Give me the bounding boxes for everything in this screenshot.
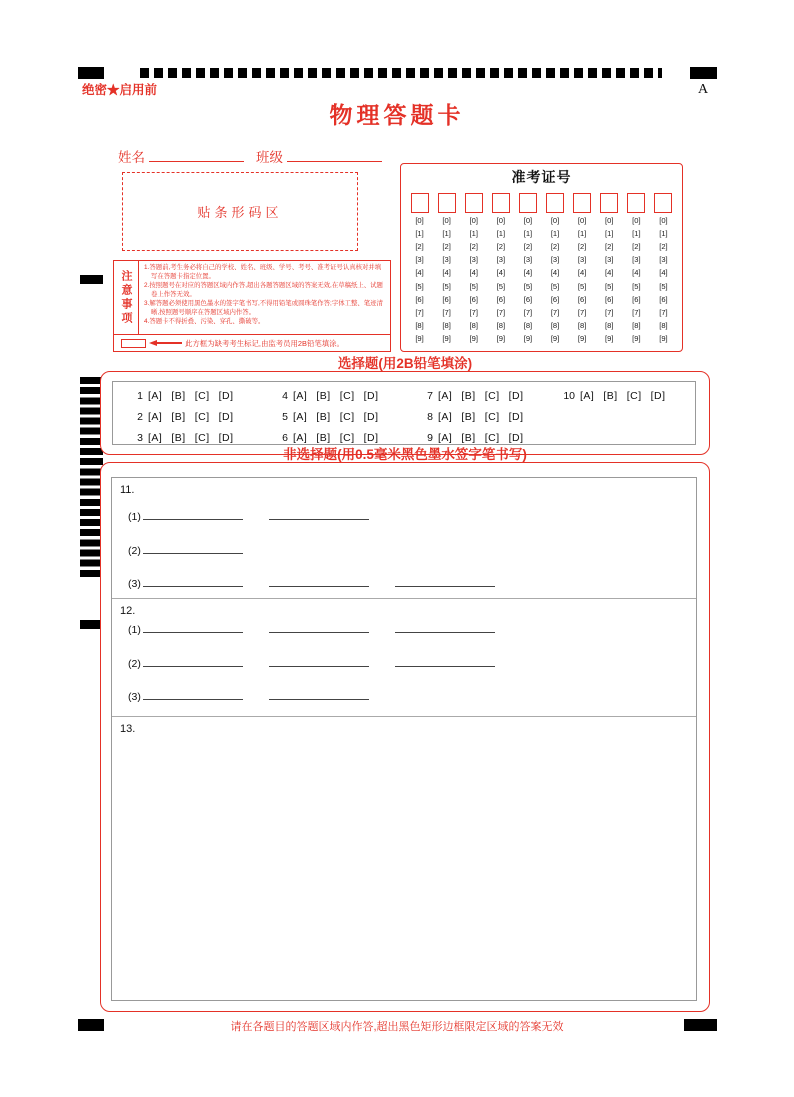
option-bubble: [B] (461, 389, 476, 402)
notice-items (139, 261, 390, 334)
exam-digit-cell: [5] (469, 281, 478, 291)
notice-item: 4.答题卡不得折叠、污染、穿孔、撕破等。 (144, 317, 265, 325)
option-bubble: [A] (148, 410, 163, 423)
exam-digit-cell: [0] (577, 216, 587, 226)
option-bubble: [D] (363, 431, 379, 444)
exam-digit-cell: [5] (659, 281, 668, 291)
choice-question-row (130, 385, 243, 406)
exam-digit-cell: [9] (605, 333, 614, 343)
exam-digit-fill-box (546, 193, 564, 213)
answer-blank-line (143, 542, 243, 554)
class-blank-line (287, 151, 382, 162)
exam-digit-cell: [0] (442, 216, 451, 226)
exam-digit-cell: [3] (632, 255, 641, 265)
exam-digit-cell: [7] (632, 307, 641, 317)
exam-digit-cell: [8] (442, 320, 451, 330)
option-bubble: [A] (438, 431, 453, 444)
exam-digit-cell: [4] (550, 268, 560, 278)
option-bubble: [A] (293, 431, 308, 444)
notice-box (113, 260, 391, 352)
question-number: 4 (282, 389, 288, 402)
notice-heading: 注意事项 (114, 261, 139, 334)
exam-digit-cell: [7] (415, 307, 424, 317)
student-info-row (118, 146, 382, 166)
exam-digit-cell: [9] (415, 333, 424, 343)
option-bubble: [A] (580, 389, 595, 402)
option-bubble: [B] (316, 431, 331, 444)
exam-digit-cell: [5] (442, 281, 451, 291)
answer-blank-line (395, 575, 495, 587)
answer-blank-line (269, 575, 369, 587)
exam-digit-cell: [6] (496, 294, 506, 304)
notice-main (114, 261, 390, 334)
exam-digit-cell: [2] (632, 242, 641, 252)
option-bubble: [D] (508, 389, 524, 402)
exam-digit-cell: [1] (550, 229, 560, 239)
answer-blank-line (143, 655, 243, 667)
exam-digit-fill-box (438, 193, 456, 213)
choice-answer-area (112, 381, 696, 445)
option-bubble: [D] (218, 389, 234, 402)
answer-part-label: (1) (128, 511, 141, 523)
option-bubble: [A] (148, 389, 163, 402)
option-bubble: [D] (508, 410, 524, 423)
exam-digit-cell: [3] (659, 255, 668, 265)
exam-digit-cell: [1] (469, 229, 478, 239)
option-bubble: [B] (316, 410, 331, 423)
exam-digit-cell: [3] (605, 255, 614, 265)
exam-digit-fill-box (573, 193, 591, 213)
answer-blank-line (143, 688, 243, 700)
timing-dash-row (140, 68, 662, 78)
option-bubble: [B] (316, 389, 331, 402)
answer-blank-line (395, 621, 495, 633)
exam-digit-cell: [0] (605, 216, 614, 226)
exam-digit-cell: [9] (577, 333, 587, 343)
question-number: 8 (427, 410, 433, 423)
exam-digit-cell: [0] (415, 216, 424, 226)
option-bubble: [C] (194, 431, 210, 444)
essay-question-block (112, 717, 696, 1002)
version-label: A (698, 82, 709, 97)
exam-digit-cell: [8] (605, 320, 614, 330)
exam-digit-cell: [9] (523, 333, 533, 343)
exam-digit-cell: [9] (442, 333, 451, 343)
option-bubble: [D] (363, 410, 379, 423)
essay-answer-area (111, 477, 697, 1001)
exam-digit-cell: [5] (577, 281, 587, 291)
page-title: 物理答题卡 (329, 102, 465, 128)
exam-digit-cell: [0] (523, 216, 533, 226)
exam-digit-cell: [1] (577, 229, 587, 239)
exam-number-title: 准考证号 (511, 169, 572, 185)
choice-column (420, 385, 533, 448)
question-number: 7 (427, 389, 433, 402)
answer-blank-line (143, 508, 243, 520)
exam-digit-cell: [6] (469, 294, 478, 304)
option-bubble: [B] (171, 431, 186, 444)
exam-digit-cell: [8] (496, 320, 506, 330)
answer-part-row (128, 621, 521, 636)
exam-digit-cell: [1] (632, 229, 641, 239)
exam-digit-cell: [7] (469, 307, 478, 317)
question-number: 5 (282, 410, 288, 423)
answer-blank-line (143, 575, 243, 587)
choice-question-row (420, 385, 533, 406)
absent-mark-row (114, 334, 390, 351)
exam-digit-cell: [6] (415, 294, 424, 304)
exam-digit-cell: [4] (415, 268, 424, 278)
exam-digit-cell: [5] (632, 281, 641, 291)
exam-digit-cell: [9] (550, 333, 560, 343)
exam-digit-cell: [0] (632, 216, 641, 226)
answer-part-row (128, 688, 395, 703)
exam-digit-cell: [0] (496, 216, 506, 226)
exam-digit-cell: [9] (659, 333, 668, 343)
exam-digit-cell: [7] (605, 307, 614, 317)
exam-digit-cell: [6] (659, 294, 668, 304)
exam-digit-cell: [8] (550, 320, 560, 330)
answer-part-label: (3) (128, 691, 141, 703)
choice-section (100, 356, 710, 455)
essay-section-title: 非选择题(用0.5毫米黑色墨水签字笔书写) (283, 447, 527, 462)
footer-note: 请在各题目的答题区域内作答,超出黑色矩形边框限定区域的答案无效 (230, 1021, 564, 1033)
left-arrow-icon (149, 340, 182, 346)
choice-question-row (275, 385, 388, 406)
exam-digit-cell: [7] (523, 307, 533, 317)
option-bubble: [C] (339, 431, 355, 444)
exam-digit-cell: [9] (469, 333, 478, 343)
exam-digit-fill-box (465, 193, 483, 213)
exam-digit-cell: [7] (442, 307, 451, 317)
exam-digit-fill-box (411, 193, 429, 213)
exam-number-grid (401, 188, 682, 345)
exam-digit-cell: [2] (550, 242, 560, 252)
exam-digit-cell: [4] (496, 268, 506, 278)
exam-digit-fill-box (600, 193, 618, 213)
name-blank-line (149, 151, 244, 162)
essay-question-block (112, 478, 696, 599)
answer-blank-line (269, 508, 369, 520)
option-bubble: [B] (461, 410, 476, 423)
option-bubble: [C] (194, 389, 210, 402)
exam-digit-cell: [3] (523, 255, 533, 265)
exam-digit-cell: [8] (577, 320, 587, 330)
answer-part-label: (2) (128, 544, 141, 557)
exam-digit-cell: [4] (659, 268, 668, 278)
exam-digit-cell: [6] (442, 294, 451, 304)
class-label: 班级 (256, 150, 283, 165)
option-bubble: [D] (218, 431, 234, 444)
exam-digit-cell: [3] (469, 255, 478, 265)
option-bubble: [C] (626, 389, 642, 402)
choice-question-row (420, 406, 533, 427)
exam-digit-cell: [7] (659, 307, 668, 317)
essay-question-block (112, 599, 696, 717)
exam-digit-cell: [5] (605, 281, 614, 291)
option-bubble: [C] (484, 431, 500, 444)
option-bubble: [C] (484, 389, 500, 402)
exam-digit-cell: [3] (415, 255, 424, 265)
absent-mark-box (121, 339, 146, 348)
exam-digit-cell: [8] (523, 320, 533, 330)
exam-digit-fill-box (627, 193, 645, 213)
notice-item: 3.解答题必须使用黑色墨水的签字笔书写,不得用铅笔或圆珠笔作答;字体工整、笔迹清晰,按照题号顺序在答题区域内作答。 (144, 299, 383, 316)
choice-question-row (275, 406, 388, 427)
corner-mark-top-right (690, 67, 717, 79)
exam-digit-cell: [1] (605, 229, 614, 239)
option-bubble: [A] (293, 389, 308, 402)
exam-digit-cell: [4] (632, 268, 641, 278)
exam-digit-cell: [0] (469, 216, 478, 226)
option-bubble: [B] (461, 431, 476, 444)
exam-digit-cell: [2] (605, 242, 614, 252)
notice-item: 1.答题前,考生务必将自己的学校、姓名、班级、学号、考号、准考证号认真核对并填写在答题卡指定位置。 (144, 264, 382, 280)
exam-digit-cell: [7] (550, 307, 560, 317)
option-bubble: [D] (650, 389, 666, 402)
essay-question-number: 12. (120, 605, 136, 617)
absent-mark-note: 此方框为缺考考生标记,由监考员用2B铅笔填涂。 (185, 338, 344, 348)
choice-column (275, 385, 388, 448)
choice-question-row (130, 406, 243, 427)
option-bubble: [B] (603, 389, 618, 402)
answer-blank-line (269, 688, 369, 700)
exam-digit-cell: [8] (632, 320, 641, 330)
exam-digit-cell: [8] (469, 320, 478, 330)
choice-question-row (275, 427, 388, 448)
exam-digit-cell: [3] (550, 255, 560, 265)
question-number: 10 (563, 389, 575, 402)
exam-digit-cell: [2] (577, 242, 587, 252)
answer-part-row (128, 542, 269, 557)
security-label: 绝密★启用前 (82, 83, 158, 97)
answer-blank-line (395, 655, 495, 667)
exam-digit-cell: [1] (415, 229, 424, 239)
essay-question-number: 13. (120, 723, 136, 735)
exam-digit-cell: [6] (550, 294, 560, 304)
answer-blank-line (143, 621, 243, 633)
answer-part-row (128, 508, 395, 523)
exam-digit-cell: [4] (469, 268, 478, 278)
notice-item: 2.按照题号在对应的答题区域内作答,超出各题答题区域的答案无效,在草稿纸上、试题卷上作答无效。 (144, 281, 383, 298)
option-bubble: [C] (339, 389, 355, 402)
option-bubble: [B] (171, 410, 186, 423)
exam-digit-cell: [1] (523, 229, 533, 239)
choice-question-row (562, 385, 675, 406)
answer-blank-line (269, 621, 369, 633)
exam-digit-fill-box (519, 193, 537, 213)
option-bubble: [A] (148, 431, 163, 444)
option-bubble: [C] (194, 410, 210, 423)
exam-digit-cell: [2] (659, 242, 668, 252)
question-number: 6 (282, 431, 288, 444)
answer-part-label: (2) (128, 657, 141, 670)
exam-digit-cell: [4] (605, 268, 614, 278)
exam-digit-cell: [3] (577, 255, 587, 265)
exam-digit-cell: [6] (523, 294, 533, 304)
exam-digit-cell: [3] (442, 255, 451, 265)
exam-digit-cell: [3] (496, 255, 506, 265)
answer-part-label: (1) (128, 624, 141, 636)
exam-digit-cell: [2] (415, 242, 424, 252)
choice-question-row (130, 427, 243, 448)
option-bubble: [C] (484, 410, 500, 423)
option-bubble: [A] (438, 389, 453, 402)
option-bubble: [D] (363, 389, 379, 402)
exam-digit-cell: [2] (523, 242, 533, 252)
exam-digit-cell: [5] (523, 281, 533, 291)
exam-digit-cell: [8] (659, 320, 668, 330)
option-bubble: [C] (339, 410, 355, 423)
exam-digit-cell: [6] (632, 294, 641, 304)
exam-digit-cell: [1] (496, 229, 506, 239)
exam-digit-cell: [2] (442, 242, 451, 252)
corner-mark-top-left (78, 67, 104, 79)
exam-digit-cell: [5] (415, 281, 424, 291)
option-bubble: [A] (438, 410, 453, 423)
option-bubble: [A] (293, 410, 308, 423)
exam-number-box (400, 163, 683, 352)
essay-question-number: 11. (120, 484, 135, 496)
exam-digit-cell: [0] (659, 216, 668, 226)
exam-digit-cell: [1] (442, 229, 451, 239)
exam-digit-cell: [1] (659, 229, 668, 239)
barcode-label: 贴条形码区 (197, 205, 283, 220)
essay-section (100, 447, 710, 1012)
exam-digit-cell: [9] (496, 333, 506, 343)
exam-digit-cell: [9] (632, 333, 641, 343)
answer-part-label: (3) (128, 578, 141, 590)
option-bubble: [D] (218, 410, 234, 423)
question-number: 1 (137, 389, 143, 402)
choice-section-title: 选择题(用2B铅笔填涂) (337, 356, 473, 371)
exam-digit-cell: [5] (550, 281, 560, 291)
answer-part-row (128, 655, 521, 670)
exam-digit-cell: [8] (415, 320, 424, 330)
left-mark-notice (80, 275, 103, 284)
exam-digit-cell: [4] (523, 268, 533, 278)
question-number: 2 (137, 410, 143, 423)
exam-digit-cell: [4] (442, 268, 451, 278)
exam-digit-cell: [7] (496, 307, 506, 317)
exam-digit-cell: [4] (577, 268, 587, 278)
exam-digit-cell: [5] (496, 281, 506, 291)
exam-digit-cell: [2] (469, 242, 478, 252)
choice-column (562, 385, 675, 406)
name-label: 姓名 (118, 150, 145, 165)
question-number: 9 (427, 431, 433, 444)
answer-part-row (128, 575, 521, 590)
option-bubble: [B] (171, 389, 186, 402)
question-number: 3 (137, 431, 143, 444)
exam-digit-cell: [7] (577, 307, 587, 317)
barcode-area (122, 172, 358, 251)
option-bubble: [D] (508, 431, 524, 444)
exam-digit-cell: [6] (577, 294, 587, 304)
exam-digit-cell: [2] (496, 242, 506, 252)
exam-digit-cell: [6] (605, 294, 614, 304)
exam-digit-fill-box (654, 193, 672, 213)
exam-digit-fill-box (492, 193, 510, 213)
answer-blank-line (269, 655, 369, 667)
choice-question-row (420, 427, 533, 448)
choice-column (130, 385, 243, 448)
exam-digit-cell: [0] (550, 216, 560, 226)
